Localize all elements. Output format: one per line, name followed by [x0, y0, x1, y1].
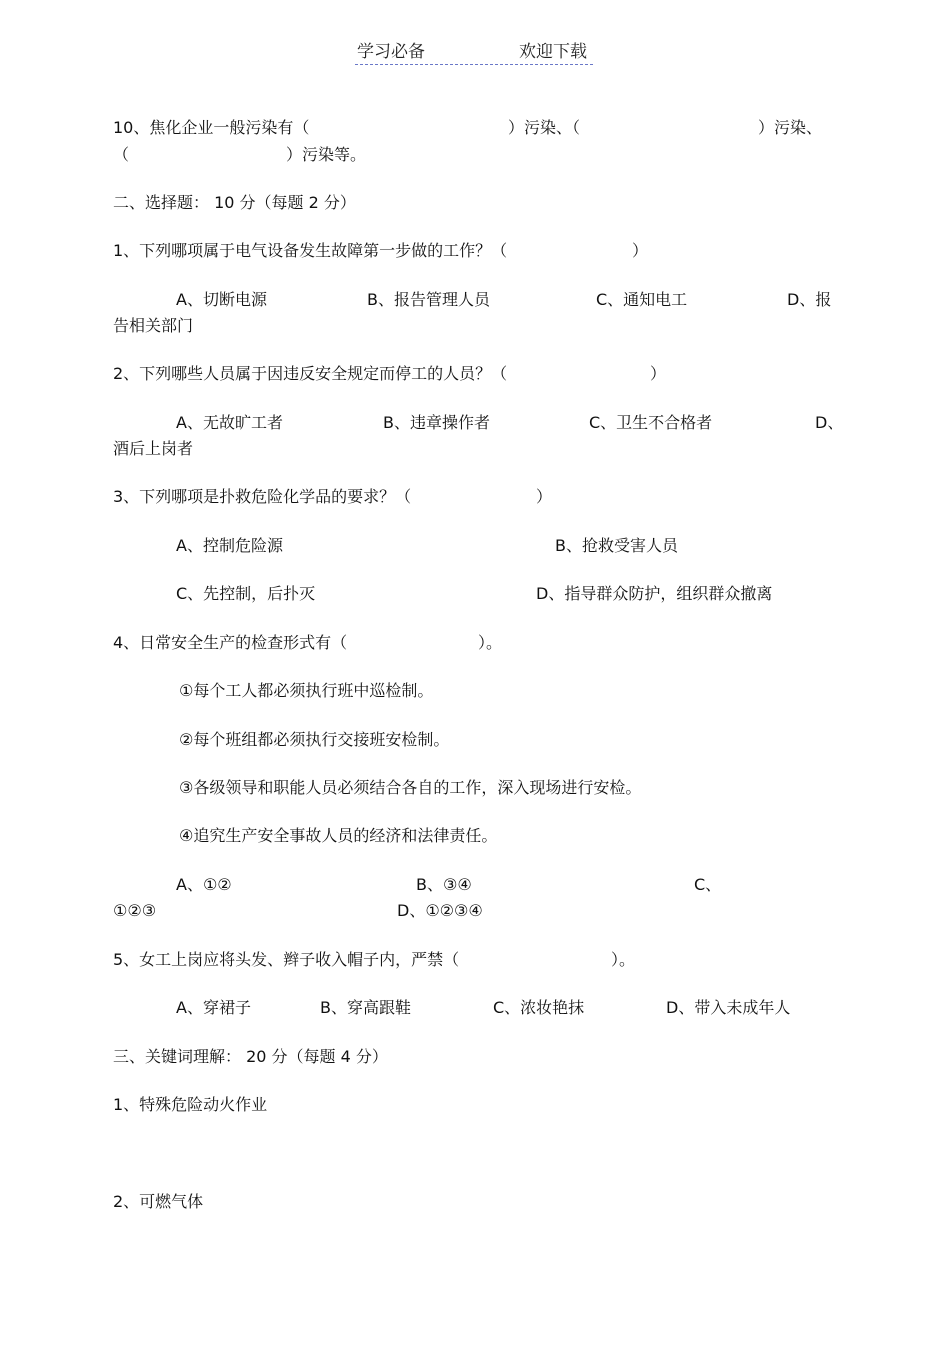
mc4-option-b: B、③④ [416, 875, 472, 894]
mc2-option-a: A、无故旷工者 [176, 413, 283, 432]
mc5-option-a: A、穿裙子 [176, 998, 251, 1017]
mc3-option-d: D、指导群众防护，组织群众撤离 [536, 584, 773, 603]
mc5-stem: 5、女工上岗应将头发、辫子收入帽子内，严禁（ [113, 950, 460, 969]
section2-heading: 二、选择题： 10 分（每题 2 分） [113, 193, 356, 212]
mc3-option-c: C、先控制，后扑灭 [176, 584, 316, 603]
mc2-option-d-cont: 酒后上岗者 [113, 439, 194, 458]
mc4-option-c-cont: ①②③ [113, 901, 157, 920]
q10-part-c: ）污染、 [758, 118, 823, 137]
mc2-option-c: C、卫生不合格者 [589, 413, 713, 432]
mc3-stem: 3、下列哪项是扑救危险化学品的要求？（ [113, 487, 412, 506]
header-right-text: 欢迎下载 [519, 42, 587, 62]
keyword-2: 2、可燃气体 [113, 1192, 204, 1211]
mc3-option-b: B、抢救受害人员 [555, 536, 678, 555]
mc4-option-a: A、①② [176, 875, 232, 894]
mc2-stem-close: ） [650, 364, 667, 383]
mc2-option-d: D、 [815, 413, 844, 432]
mc1-stem-close: ） [632, 241, 649, 260]
mc1-option-a: A、切断电源 [176, 290, 267, 309]
mc4-item-4: ④追究生产安全事故人员的经济和法律责任。 [179, 826, 498, 845]
mc1-option-d-cont: 告相关部门 [113, 316, 194, 335]
q10-part-e: ）污染等。 [286, 145, 367, 164]
header-left-text: 学习必备 [357, 42, 425, 62]
mc5-stem-close: ）。 [611, 950, 636, 969]
mc1-stem: 1、下列哪项属于电气设备发生故障第一步做的工作？（ [113, 241, 508, 260]
mc3-stem-close: ） [536, 487, 553, 506]
mc1-option-d: D、报 [787, 290, 832, 309]
mc1-option-b: B、报告管理人员 [367, 290, 490, 309]
q10-part-b: ）污染、（ [508, 118, 581, 137]
section3-heading: 三、关键词理解： 20 分（每题 4 分） [113, 1047, 388, 1066]
mc4-item-3: ③各级领导和职能人员必须结合各自的工作，深入现场进行安检。 [179, 778, 642, 797]
mc4-item-2: ②每个班组都必须执行交接班安检制。 [179, 730, 450, 749]
mc4-option-c: C、 [694, 875, 722, 894]
keyword-1: 1、特殊危险动火作业 [113, 1095, 268, 1114]
mc4-item-1: ①每个工人都必须执行班中巡检制。 [179, 681, 434, 700]
q10-part-a: 10、焦化企业一般污染有（ [113, 118, 310, 137]
mc5-option-d: D、带入未成年人 [666, 998, 791, 1017]
mc2-stem: 2、下列哪些人员属于因违反安全规定而停工的人员？（ [113, 364, 508, 383]
mc1-option-c: C、通知电工 [596, 290, 688, 309]
mc4-option-d: D、①②③④ [397, 901, 483, 920]
mc4-stem-close: ）。 [478, 633, 503, 652]
mc5-option-b: B、穿高跟鞋 [320, 998, 411, 1017]
mc2-option-b: B、违章操作者 [383, 413, 490, 432]
header-dashed-underline [355, 64, 593, 65]
q10-part-d: （ [113, 145, 130, 164]
mc3-option-a: A、控制危险源 [176, 536, 283, 555]
mc5-option-c: C、浓妆艳抹 [493, 998, 585, 1017]
mc4-stem: 4、日常安全生产的检查形式有（ [113, 633, 348, 652]
